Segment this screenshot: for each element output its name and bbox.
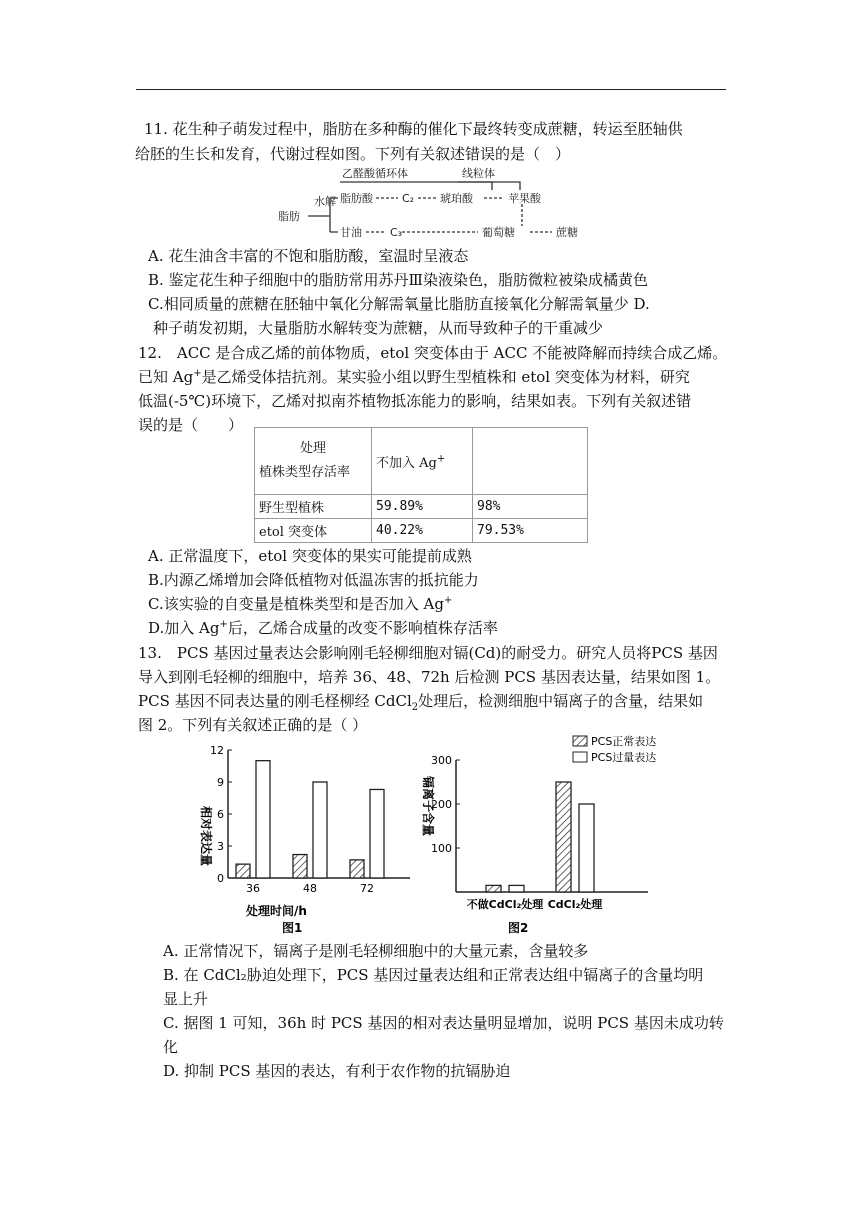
q13-stem-line3: PCS 基因不同表达量的刚毛柽柳经 CdCl$_2$处理后，检测细胞中镉离子的含量，结果如 — [138, 692, 704, 713]
q11-option-d: 种子萌发初期，大量脂肪水解转变为蔗糖，从而导致种子的干重减少 — [153, 319, 604, 337]
cell-ag: 98% — [473, 495, 588, 519]
fig2-legend — [573, 734, 656, 764]
label-c2: C₂ — [402, 192, 415, 205]
figure-1-chart — [190, 736, 420, 936]
fig2-xtick-label: 不做CdCl₂处理 — [466, 898, 544, 911]
q12-stem-line1: 12. ACC 是合成乙烯的前体物质，etol 突变体由于 ACC 不能被降解而持续合成乙烯。 — [138, 344, 728, 362]
q12-option-c: C.该实验的自变量是植株类型和是否加入 Ag+ — [148, 595, 453, 613]
label-glucose: 葡萄糖 — [482, 226, 515, 239]
q12-stem-line2: 已知 Ag+是乙烯受体拮抗剂。某实验小组以野生型植株和 etol 突变体为材料，研究 — [138, 368, 690, 386]
fig1-xlabel: 处理时间/h — [246, 904, 307, 918]
q13-stem-line1: 13. PCS 基因过量表达会影响刚毛轻柳细胞对镉(Cd)的耐受力。研究人员将PCS 基因 — [138, 644, 718, 662]
q13-option-b: B. 在 CdCl₂胁迫处理下，PCS 基因过量表达组和正常表达组中镉离子的含量均明 — [163, 966, 704, 984]
table-header-ag — [473, 428, 588, 495]
q13-option-c-cont: 化 — [163, 1038, 179, 1056]
fig2-bar-normal — [556, 782, 571, 892]
label-hydrolysis: 水解 — [314, 195, 336, 208]
fig1-ytick-label: 3 — [217, 840, 224, 853]
table-header-no-ag: 不加入 Ag+ — [372, 428, 473, 495]
q13-option-c: C. 据图 1 可知，36h 时 PCS 基因的相对表达量明显增加，说明 PCS 基因未成功转 — [163, 1014, 724, 1032]
q13-stem-line2: 导入到刚毛轻柳的细胞中，培养 36、48、72h 后检测 PCS 基因表达量，结果如图 1。 — [138, 668, 721, 686]
cell-no-ag: 59.89% — [372, 495, 473, 519]
cell-no-ag: 40.22% — [372, 519, 473, 543]
q11-option-c: C.相同质量的蔗糖在胚轴中氧化分解需氧量比脂肪直接氧化分解需氧量少 D. — [148, 295, 650, 313]
label-mitochondria: 线粒体 — [462, 167, 495, 180]
label-fatty-acid: 脂肪酸 — [340, 192, 373, 205]
fig1-bar-over — [313, 782, 327, 878]
legend-swatch-normal — [573, 736, 587, 746]
legend-label-normal: PCS正常表达 — [591, 735, 657, 748]
fig1-bar-normal — [236, 864, 250, 878]
q12-option-d: D.加入 Ag+后，乙烯合成量的改变不影响植株存活率 — [148, 619, 498, 637]
fig1-ytick-label: 0 — [217, 872, 224, 885]
fig2-ytick-label: 200 — [431, 798, 452, 811]
legend-swatch-over — [573, 752, 587, 762]
q13-stem-line4: 图 2。下列有关叙述正确的是（ ） — [138, 716, 368, 734]
label-glycerol: 甘油 — [340, 226, 362, 239]
fig1-xtick-label: 48 — [303, 882, 317, 895]
q12-stem-line3: 低温(-5℃)环境下，乙烯对拟南芥植物抵冻能力的影响，结果如表。下列有关叙述错 — [138, 392, 692, 410]
label-fat: 脂肪 — [278, 210, 300, 223]
q13-option-b-cont: 显上升 — [163, 990, 209, 1008]
cell-type: 野生型植株 — [255, 495, 372, 519]
figure-2-chart — [410, 728, 730, 936]
q11-stem-line1: 11. 花生种子萌发过程中，脂肪在多种酶的催化下最终转变成蔗糖，转运至胚轴供 — [144, 120, 683, 138]
q12-option-b: B.内源乙烯增加会降低植物对低温冻害的抵抗能力 — [148, 571, 479, 589]
q12-option-a: A. 正常温度下，etol 突变体的果实可能提前成熟 — [148, 547, 472, 565]
survival-rate-table — [254, 427, 588, 543]
fig2-ylabel: 镉离子含量 — [421, 776, 435, 837]
table-header-corner: 处理 植株类型存活率 — [255, 428, 372, 495]
label-succinate: 琥珀酸 — [440, 192, 473, 205]
fig1-xtick-label: 72 — [360, 882, 374, 895]
label-malate: 苹果酸 — [508, 192, 541, 205]
q13-option-a: A. 正常情况下，镉离子是刚毛轻柳细胞中的大量元素，含量较多 — [163, 942, 589, 960]
q12-stem-line4: 误的是（ ） — [138, 416, 244, 434]
cell-ag: 79.53% — [473, 519, 588, 543]
fig1-ytick-label: 6 — [217, 808, 224, 821]
label-glyoxylate-cycle: 乙醛酸循环体 — [342, 167, 408, 180]
table-row — [255, 495, 588, 519]
fig1-ytick-label: 12 — [210, 744, 224, 757]
fig1-ytick-label: 9 — [217, 776, 224, 789]
metabolism-diagram — [270, 160, 590, 242]
fig2-ytick-label: 100 — [431, 842, 452, 855]
legend-label-over: PCS过量表达 — [591, 751, 657, 764]
label-sucrose: 蔗糖 — [556, 226, 578, 239]
bracket-mitochondria — [458, 182, 520, 190]
header-rule — [136, 89, 726, 90]
fig2-bar-normal — [486, 885, 501, 892]
q13-option-d: D. 抑制 PCS 基因的表达，有利于农作物的抗镉胁迫 — [163, 1062, 511, 1080]
fig2-title: 图2 — [508, 921, 529, 935]
q11-option-b: B. 鉴定花生种子细胞中的脂肪常用苏丹Ⅲ染液染色，脂肪微粒被染成橘黄色 — [148, 271, 649, 289]
cell-type: etol 突变体 — [255, 519, 372, 543]
fig2-xtick-label: CdCl₂处理 — [547, 898, 603, 911]
table-row — [255, 519, 588, 543]
fig1-bar-normal — [350, 860, 364, 878]
label-c3: C₃ — [390, 226, 403, 239]
fig1-bar-over — [256, 761, 270, 878]
fig1-ylabel: 相对表达量 — [199, 806, 213, 867]
q11-option-a: A. 花生油含丰富的不饱和脂肪酸，室温时呈液态 — [148, 247, 469, 265]
bracket-glyoxylate — [340, 182, 492, 190]
fig2-bar-over — [509, 885, 524, 892]
fig1-bar-over — [370, 789, 384, 878]
fig1-title: 图1 — [282, 921, 303, 935]
fig2-bar-over — [579, 804, 594, 892]
fig2-ytick-label: 300 — [431, 754, 452, 767]
fig1-xtick-label: 36 — [246, 882, 260, 895]
q11-stem-line2: 给胚的生长和发育，代谢过程如图。下列有关叙述错误的是（ ） — [135, 145, 571, 163]
fig1-bar-normal — [293, 855, 307, 878]
